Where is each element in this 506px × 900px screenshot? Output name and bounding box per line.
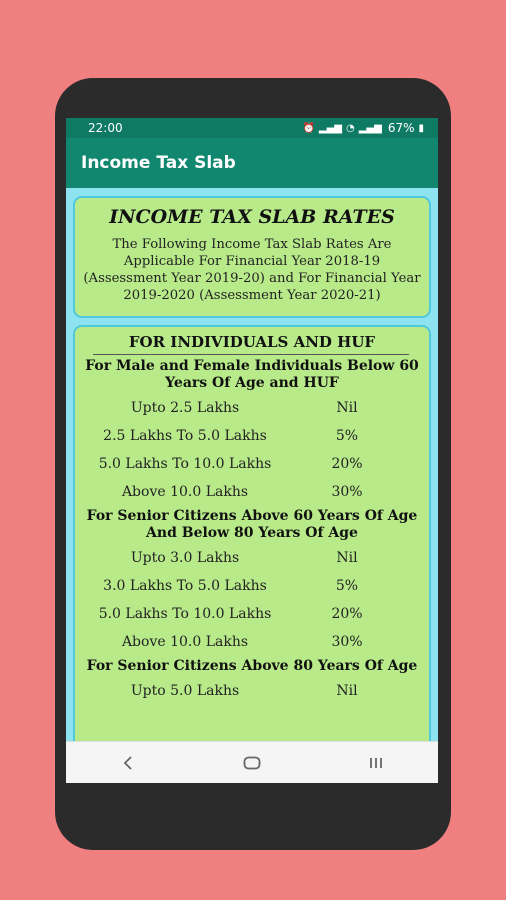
slab-rate: Nil	[336, 683, 358, 699]
wifi-icon: ◔	[346, 122, 355, 134]
status-bar	[66, 118, 438, 138]
table-row	[75, 394, 429, 422]
table-row	[75, 677, 429, 705]
table-row	[75, 544, 429, 572]
slab-rate: 20%	[331, 456, 363, 472]
home-icon	[243, 756, 261, 770]
table-row	[75, 450, 429, 478]
home-button[interactable]	[232, 748, 272, 778]
battery-percent: 67%	[387, 121, 415, 135]
slab-range: 5.0 Lakhs To 10.0 Lakhs	[98, 456, 272, 472]
group-title: For Senior Citizens Above 60 Years Of Age And Below 80 Years Of Age	[86, 508, 418, 541]
battery-icon: ▮	[418, 122, 424, 134]
slab-rate: 30%	[331, 634, 363, 650]
alarm-icon: ⏰	[302, 122, 315, 134]
table-row	[75, 600, 429, 628]
slab-rate: 5%	[335, 428, 359, 444]
slab-rate: 5%	[335, 578, 359, 594]
slab-range: 2.5 Lakhs To 5.0 Lakhs	[103, 428, 267, 444]
content-area[interactable]	[66, 188, 438, 742]
group-title: For Male and Female Individuals Below 60 Years Of Age and HUF	[85, 358, 419, 391]
table-row	[75, 572, 429, 600]
table-row	[75, 478, 429, 506]
status-icons	[302, 121, 424, 135]
slab-range: Above 10.0 Lakhs	[121, 634, 249, 650]
app-bar	[66, 138, 438, 188]
signal-icon-2: ▂▄▆	[358, 122, 382, 134]
intro-description: The Following Income Tax Slab Rates Are Applicable For Financial Year 2018-19 (Assessment Year 2019-20) and For Financial Year 2019-2020 (Assessment Year 2020-21)	[83, 237, 421, 303]
slab-range: Upto 3.0 Lakhs	[130, 550, 240, 566]
group-title: For Senior Citizens Above 80 Years Of Age	[86, 658, 418, 674]
slab-range: Above 10.0 Lakhs	[121, 484, 249, 500]
intro-title: INCOME TAX SLAB RATES	[109, 206, 395, 228]
table-row	[75, 628, 429, 656]
navigation-bar	[66, 741, 438, 783]
slab-rate: 30%	[331, 484, 363, 500]
app-title: Income Tax Slab	[81, 153, 236, 173]
slab-rate: Nil	[336, 400, 358, 416]
intro-card	[73, 196, 431, 318]
recents-icon	[368, 756, 384, 770]
signal-icon: ▂▄▆	[318, 122, 342, 134]
individuals-card	[73, 325, 431, 742]
slab-rate: 20%	[331, 606, 363, 622]
back-button[interactable]	[108, 748, 148, 778]
slab-range: Upto 2.5 Lakhs	[130, 400, 240, 416]
slab-rate: Nil	[336, 550, 358, 566]
divider	[93, 354, 409, 355]
recents-button[interactable]	[356, 748, 396, 778]
back-icon	[122, 756, 134, 770]
screen	[66, 118, 438, 783]
slab-range: 5.0 Lakhs To 10.0 Lakhs	[98, 606, 272, 622]
table-row	[75, 422, 429, 450]
slab-range: 3.0 Lakhs To 5.0 Lakhs	[103, 578, 267, 594]
section-heading: FOR INDIVIDUALS AND HUF	[128, 333, 376, 351]
status-time: 22:00	[88, 121, 123, 135]
slab-range: Upto 5.0 Lakhs	[130, 683, 240, 699]
